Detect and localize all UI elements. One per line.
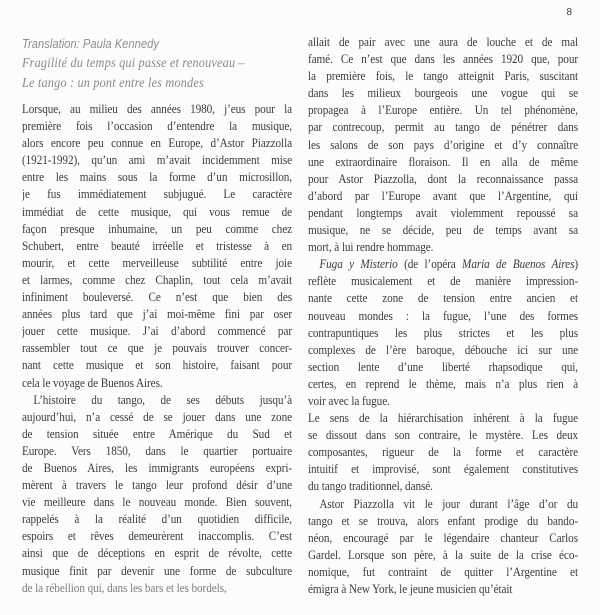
text-line [308, 290, 578, 307]
text-segment: nante cette zone de tension entre ancien et [308, 291, 578, 306]
text-line [22, 426, 292, 443]
text-line [22, 340, 292, 357]
text-line [308, 222, 578, 239]
paragraph [22, 392, 292, 597]
text-line [308, 530, 578, 547]
text-line [308, 359, 578, 376]
text-segment: d’abord par l’Europe avant que l’Argentine, qui [308, 188, 578, 203]
right-column-inner [308, 34, 578, 598]
text-segment: ainsi que de déceptions en esprit de révolte, cette [22, 546, 292, 561]
text-segment: tango et se trouva, alors enfant prodige du bando- [308, 513, 578, 528]
text-line [308, 239, 578, 256]
text-line [308, 325, 578, 342]
text-segment: musique, ne se décide, peu de temps avant sa [308, 223, 578, 238]
text-line [22, 357, 292, 374]
text-line [22, 289, 292, 306]
text-line [22, 169, 292, 186]
text-segment: et larmes, comme chez Chaplin, tout cela m’avait [22, 272, 292, 287]
text-segment: émigra à New York, le jeune musicien qu’était [308, 582, 513, 596]
text-segment: contrapuntiques les plus strictes et les plus [308, 325, 578, 340]
text-line [22, 221, 292, 238]
text-segment: néon, encouragé par le légendaire chanteur Carlos [308, 530, 578, 545]
text-line [22, 255, 292, 272]
text-segment: entre les mains sous la forme d’un microsillon, [22, 170, 292, 185]
text-segment: L’histoire du tango, de ses débuts jusqu’à [33, 392, 292, 407]
text-segment: intuitif et improvisé, sont également constitutives [308, 462, 578, 477]
text-line [308, 273, 578, 290]
text-line [308, 51, 578, 68]
text-segment: la première fois, le tango atteignit Paris, suscitant [308, 69, 578, 84]
text-line [308, 137, 578, 154]
text-segment: se dissout dans son contraire, le mystère. Les deux [308, 428, 578, 443]
text-segment: nouveau mondes : la fugue, l’une des formes [308, 308, 578, 323]
text-line [22, 204, 292, 221]
italic-text-segment: Maria de Buenos Aires [462, 257, 575, 272]
text-line [308, 342, 578, 359]
text-segment: années plus tard que j’ai moi-même fini par oser [22, 307, 292, 322]
text-line [308, 478, 578, 495]
translation-credit: Translation: Paula Kennedy [22, 36, 159, 51]
text-segment: composantes, rigueur de la forme et caractère [308, 445, 578, 460]
text-line [308, 205, 578, 222]
text-line [22, 238, 292, 255]
text-segment: voir avec la fugue. [308, 393, 390, 408]
text-segment: alors encore peu connue en Europe, d’Astor Piazzolla [22, 136, 292, 151]
text-line [308, 34, 578, 51]
text-segment: Lorsque, au milieu des années 1980, j’eus pour la [22, 102, 292, 116]
left-column [22, 34, 292, 597]
text-segment: espoirs et rêves demeurèrent inaccomplis. C’est [22, 529, 292, 544]
text-line [308, 308, 578, 325]
text-segment: mourir, et cette merveilleuse subtilité entre joie [22, 255, 292, 270]
column-header [22, 34, 292, 94]
paragraph [308, 410, 578, 495]
text-segment: jouer cette musique. J’ai d’abord commencé par [22, 324, 292, 339]
text-line [308, 547, 578, 564]
italic-text-segment: Fuga y Misterio [319, 257, 398, 272]
text-segment: première fois l’occasion d’entendre la musique, [22, 119, 292, 134]
text-segment: cela le voyage de Buenos Aires. [22, 375, 163, 390]
text-line [22, 545, 292, 562]
text-line [22, 272, 292, 289]
text-segment: certes, en reprend le thème, mais n’a plus rien à [308, 376, 578, 391]
paragraph [308, 34, 578, 256]
right-column [308, 34, 578, 598]
text-line [308, 410, 578, 427]
text-segment: nomique, fut contraint de quitter l’Argentine et [308, 564, 578, 579]
text-line [22, 494, 292, 511]
right-column-text [308, 34, 578, 598]
text-line [22, 118, 292, 135]
text-segment: musique finit par devenir une forme de subculture [22, 563, 292, 578]
text-segment: dans les milieux bourgeois une vogue qui se [308, 86, 578, 101]
text-line [22, 580, 292, 597]
text-line [22, 306, 292, 323]
text-segment: reflète musicalement et de manière impression- [308, 274, 578, 289]
text-line [308, 154, 578, 171]
text-segment: nant cette musique et son histoire, faisant pour [22, 358, 292, 373]
text-line [22, 563, 292, 580]
paragraph [308, 496, 578, 599]
text-segment: aujourd’hui, n’a cessé de se jouer dans une zone [22, 409, 292, 424]
text-line [22, 511, 292, 528]
text-line [22, 101, 292, 118]
text-line [308, 581, 578, 598]
text-line [308, 427, 578, 444]
text-segment: immédiat de cette musique, qui vous remue de [22, 204, 292, 219]
text-line [308, 85, 578, 102]
text-line [308, 496, 578, 513]
text-line [22, 323, 292, 340]
text-line [308, 68, 578, 85]
text-segment: de Buenos Aires, les immigrants européens expri- [22, 460, 292, 475]
text-line [22, 528, 292, 545]
text-segment: je fus immédiatement subjugué. Le caractère [22, 187, 292, 202]
article-title-line-2: Le tango : un pont entre les mondes [22, 76, 204, 91]
text-segment: de tension située entre Amérique du Sud et [22, 426, 292, 441]
text-line [22, 443, 292, 460]
text-segment: Schubert, entre beauté irréelle et tristesse à en [22, 238, 292, 253]
page-number: 8 [566, 7, 572, 18]
text-line [308, 171, 578, 188]
text-segment: ) [574, 257, 578, 272]
text-segment: propagea à l’Europe entière. Un tel phénomène, [308, 103, 578, 118]
text-line [308, 188, 578, 205]
text-segment: Le sens de la hiérarchisation inhérent à la fugue [308, 411, 578, 426]
left-column-inner [22, 34, 292, 597]
text-line [22, 135, 292, 152]
text-line [22, 152, 292, 169]
text-segment: du tango traditionnel, dansé. [308, 479, 433, 494]
text-line [308, 461, 578, 478]
paragraph [308, 256, 578, 410]
text-segment: une extraordinaire floraison. Il en alla de même [308, 154, 578, 169]
text-segment: pour Astor Piazzolla, dont la reconnaissance passa [308, 171, 578, 186]
text-segment: rassembler tout ce que je pouvais trouver concer- [22, 341, 292, 356]
text-line [308, 119, 578, 136]
text-line [308, 393, 578, 410]
text-line [22, 186, 292, 203]
text-segment: Gardel. Lorsque son père, à la suite de la crise éco- [308, 547, 578, 562]
text-segment: Astor Piazzolla vit le jour durant l’âge d’or du [319, 496, 578, 511]
text-line [22, 460, 292, 477]
text-line [22, 375, 292, 392]
text-segment: (1921-1992), qu’un ami m’avait incidemment mise [22, 153, 292, 168]
text-segment: les salons de son pays d’origine et d’y connaître [308, 137, 578, 152]
text-segment: infiniment bouleversé. Ce n’est que bien des [22, 290, 292, 305]
text-line [22, 392, 292, 409]
text-line [308, 444, 578, 461]
left-column-text [22, 101, 292, 597]
text-line [308, 376, 578, 393]
text-segment: complexes de l’ère baroque, débouche ici sur une [308, 342, 578, 357]
text-segment: façon presque inhumaine, un peu comme chez [22, 221, 292, 236]
text-line [308, 256, 578, 273]
text-segment: mèrent à travers le tango leur profond désir d’une [22, 478, 292, 493]
text-line [308, 564, 578, 581]
text-segment: par contrecoup, permit au tango de pénétrer dans [308, 120, 578, 135]
text-segment: famé. Ce n’est que dans les années 1920 que, pour [308, 52, 578, 67]
text-segment: allait de pair avec une aura de louche et de mal [308, 35, 578, 49]
text-segment: Europe. Vers 1850, dans le quartier portuaire [22, 443, 292, 458]
text-line [22, 409, 292, 426]
text-segment: vie meilleure dans le nouveau monde. Bien souvent, [22, 495, 292, 510]
text-segment: pendant longtemps avait violemment repoussé sa [308, 205, 578, 220]
text-line [22, 477, 292, 494]
text-line [308, 513, 578, 530]
paragraph [22, 101, 292, 392]
text-segment: rappelés à la réalité d’un quotidien difficile, [22, 512, 292, 527]
text-line [308, 102, 578, 119]
text-segment: mort, à lui rendre hommage. [308, 240, 434, 255]
text-segment: (de l’opéra [397, 257, 463, 272]
article-title-line-1: Fragilité du temps qui passe et renouveau – [22, 56, 245, 71]
text-segment: de la rébellion qui, dans les bars et les bordels, [22, 580, 227, 595]
text-segment: section lente d’une liberté rhapsodique qui, [308, 359, 578, 374]
